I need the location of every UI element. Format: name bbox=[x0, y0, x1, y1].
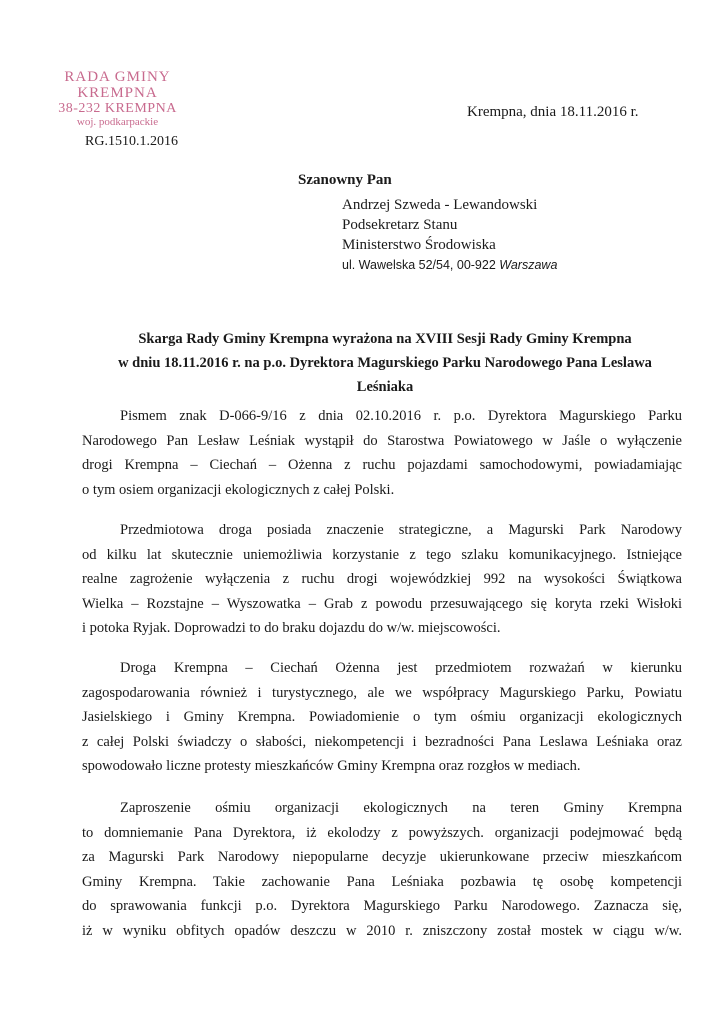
paragraph-line: i potoka Ryjak. Doprowadzi to do braku dojazdu do w/w. miejscowości. bbox=[82, 620, 501, 636]
recipient-city: Warszawa bbox=[499, 258, 558, 272]
paragraph-line: Pismem znak D-066-9/16 z dnia 02.10.2016 r. p.o. Dyrektora Magurskiego Parku bbox=[120, 408, 682, 424]
paragraph-line: o tym osiem organizacji ekologicznych z całej Polski. bbox=[82, 481, 395, 498]
paragraph-line: spowodowało liczne protesty mieszkańców Gminy Krempna oraz rozgłos w mediach. bbox=[82, 758, 581, 774]
stamp-line-1: RADA GMINY bbox=[64, 69, 171, 85]
paragraph-4 bbox=[82, 796, 682, 943]
title-line: Leśniaka bbox=[356, 379, 414, 395]
recipient-institution: Ministerstwo Środowiska bbox=[342, 237, 496, 253]
complaint-title bbox=[90, 327, 680, 399]
paragraph-line: Wielka – Rozstajne – Wyszowatka – Grab z powodu przesuwającego się koryta rzeki Wisłoki bbox=[82, 595, 682, 612]
stamp-line-4: woj. podkarpackie bbox=[76, 116, 159, 128]
recipient-street bbox=[342, 255, 557, 275]
stamp-line-2: KREMPNA bbox=[77, 85, 158, 101]
paragraph-line: Jasielskiego i Gminy Krempna. Powiadomienie o tym ośmiu organizacji ekologicznych bbox=[82, 709, 682, 725]
salutation: Szanowny Pan bbox=[298, 172, 392, 188]
paragraph-line: drogi Krempna – Ciechań – Ożenna z ruchu pojazdami samochodowymi, powiadamiając bbox=[82, 457, 682, 473]
paragraph-line: Przedmiotowa droga posiada znaczenie strategiczne, a Magurski Park Narodowy bbox=[120, 522, 682, 538]
recipient-position: Podsekretarz Stanu bbox=[342, 217, 458, 233]
council-stamp bbox=[30, 70, 205, 128]
paragraph-line: za Magurski Park Narodowy niepopularne decyzje ukierunkowane przeciw mieszkańcom bbox=[82, 849, 682, 865]
stamp-line-3: 38-232 KREMPNA bbox=[58, 101, 177, 116]
title-line: w dniu 18.11.2016 r. na p.o. Dyrektora Magurskiego Parku Narodowego Pana Leslawa bbox=[118, 355, 652, 371]
paragraph-line: Narodowego Pan Lesław Leśniak wystąpił do Starostwa Powiatowego w Jaśle o wyłączenie bbox=[82, 432, 682, 449]
paragraph-2 bbox=[82, 518, 682, 641]
letter-date: Krempna, dnia 18.11.2016 r. bbox=[467, 104, 639, 120]
paragraph-line: iż w wyniku obfitych opadów deszczu w 2010 r. zniszczony został mostek w ciągu w/w. bbox=[82, 922, 682, 939]
paragraph-line: Zaproszenie ośmiu organizacji ekologicznych na teren Gminy Krempna bbox=[120, 800, 682, 816]
paragraph-line: Droga Krempna – Ciechań Ożenna jest przedmiotem rozważań w kierunku bbox=[120, 660, 682, 676]
paragraph-line: do sprawowania funkcji p.o. Dyrektora Magurskiego Parku Narodowego. Zaznacza się, bbox=[82, 898, 682, 914]
paragraph-line: od kilku lat skutecznie uniemożliwia korzystanie z tego szlaku komunikacyjnego. Istniejące bbox=[82, 546, 682, 563]
paragraph-line: to domniemanie Pana Dyrektora, iż ekolodzy z powyższych. organizacji podejmować będą bbox=[82, 824, 682, 841]
title-line: Skarga Rady Gminy Krempna wyrażona na XVIII Sesji Rady Gminy Krempna bbox=[138, 331, 632, 347]
paragraph-3 bbox=[82, 656, 682, 779]
paragraph-line: Gminy Krempna. Takie zachowanie Pana Leśniaka pozbawia tę osobę kompetencji bbox=[82, 873, 682, 890]
paragraph-1 bbox=[82, 404, 682, 502]
recipient-name: Andrzej Szweda - Lewandowski bbox=[342, 197, 538, 213]
street-address: ul. Wawelska 52/54, 00-922 bbox=[342, 258, 496, 272]
reference-number: RG.1510.1.2016 bbox=[85, 134, 178, 149]
paragraph-line: z całej Polski świadczy o słabości, niekompetencji i bezradności Pana Leslawa Leśniaka oraz bbox=[82, 733, 682, 750]
paragraph-line: zagospodarowania również i turystycznego, ale we współpracy Magurskiego Parku, Powiatu bbox=[82, 684, 682, 701]
recipient-address bbox=[342, 195, 557, 275]
paragraph-line: realne zagrożenie wyłączenia z ruchu drogi wojewódzkiej 992 na wysokości Świątkowa bbox=[82, 571, 682, 587]
